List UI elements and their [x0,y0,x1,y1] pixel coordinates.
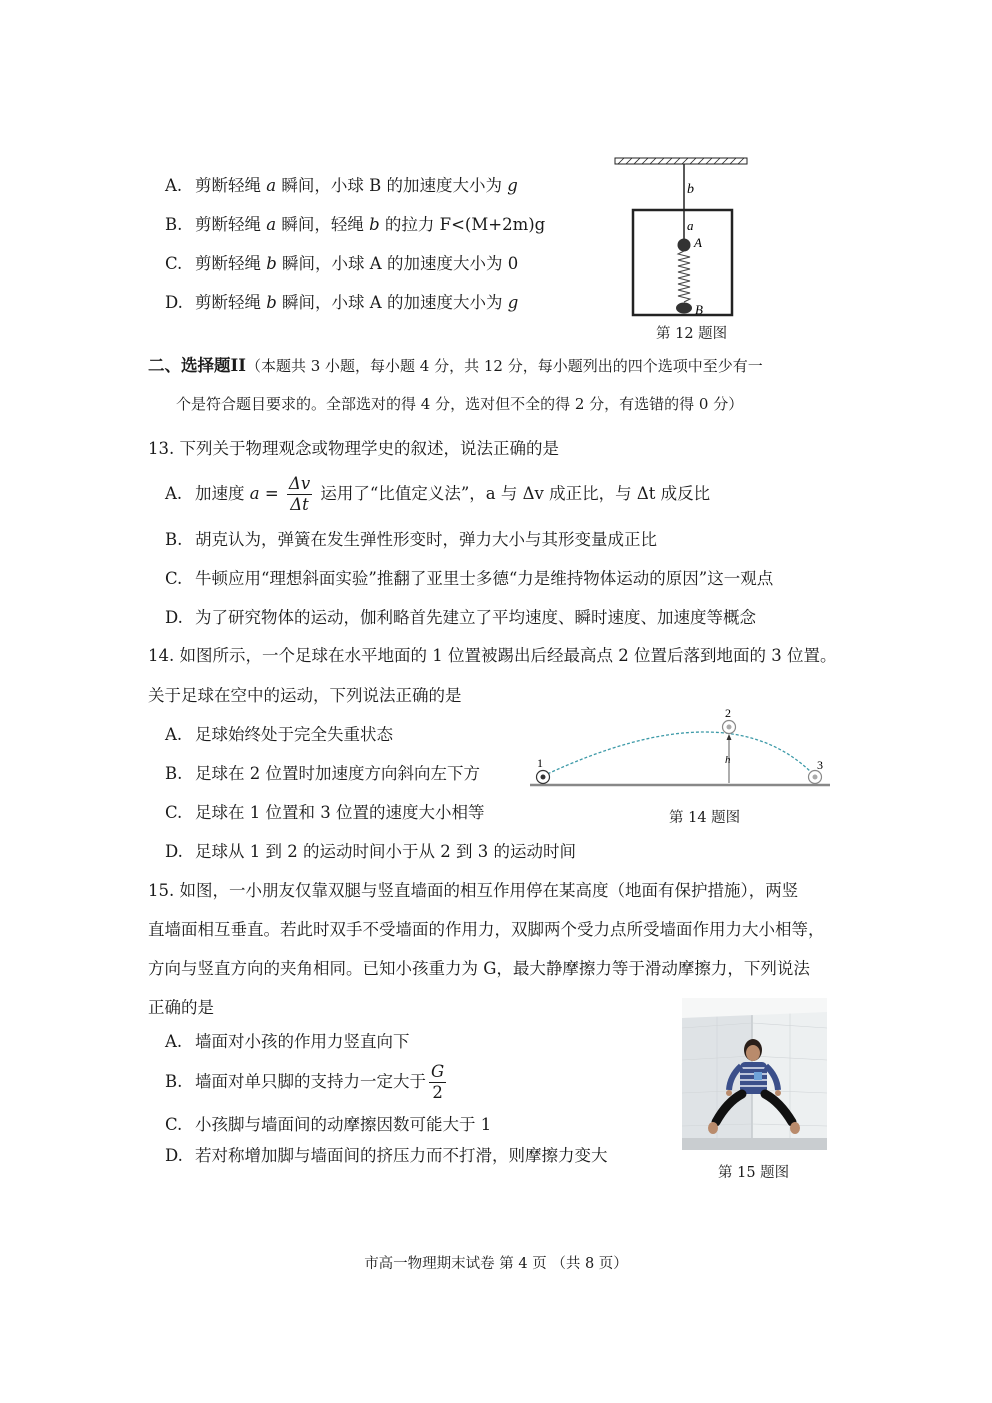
q15-stem-line-4: 正确的是 [148,998,214,1017]
q12-option-a: A. 剪断轻绳 a 瞬间，小球 B 的加速度大小为 g [165,176,518,195]
q12-label-A: A [694,235,702,250]
q14-option-d: D. 足球从 1 到 2 的运动时间小于从 2 到 3 的运动时间 [165,842,576,861]
q12-option-c: C. 剪断轻绳 b 瞬间，小球 A 的加速度大小为 0 [165,254,519,273]
q14-label-2: 2 [725,706,731,720]
page-footer: 市高一物理期末试卷 第 4 页 （共 8 页） [364,1256,628,1272]
section-2-heading: 二、选择题II（本题共 3 小题，每小题 4 分，共 12 分，每小题列出的四个选项中至少有一 [148,356,763,375]
q15-fraction: $\frac{G}{2}$ [431,1062,445,1102]
q15-option-c: C. 小孩脚与墙面间的动摩擦因数可能大于 1 [165,1115,492,1134]
q14-option-c: C. 足球在 1 位置和 3 位置的速度大小相等 [165,803,485,822]
q12-label-a: a [687,218,694,233]
q14-figure [525,703,835,793]
q14-label-3: 3 [817,758,823,772]
q15-option-a: A. 墙面对小孩的作用力竖直向下 [165,1032,410,1051]
q13-option-c: C. 牛顿应用“理想斜面实验”推翻了亚里士多德“力是维持物体运动的原因”这一观点 [165,569,774,588]
q14-label-1: 1 [537,756,543,770]
q14-stem-line-1: 14. 如图所示，一个足球在水平地面的 1 位置被踢出后经最高点 2 位置后落到地面的 3 位置。 [148,646,837,665]
q14-stem-line-2: 关于足球在空中的运动，下列说法正确的是 [148,686,462,705]
q15-stem-line-2: 直墙面相互垂直。若此时双手不受墙面的作用力，双脚两个受力点所受墙面作用力大小相等， [148,920,825,939]
q12-option-d: D. 剪断轻绳 b 瞬间，小球 A 的加速度大小为 g [165,293,519,312]
q13-stem: 13. 下列关于物理观念或物理学史的叙述，说法正确的是 [148,439,559,458]
q14-label-h: h [725,754,731,766]
q13-fraction: $\frac{\Delta v}{\Delta t}$ [288,474,311,514]
q15-option-d: D. 若对称增加脚与墙面间的挤压力而不打滑，则摩擦力变大 [165,1146,608,1165]
q12-figure-caption: 第 12 题图 [656,326,728,342]
q14-figure-caption: 第 14 题图 [669,810,741,826]
q12-label-b: b [687,182,694,197]
q12-label-B: B [695,302,703,317]
section-2-description: 个是符合题目要求的。全部选对的得 4 分，选对但不全的得 2 分，有选错的得 0 分） [176,395,744,413]
q15-stem-line-3: 方向与竖直方向的夹角相同。已知小孩重力为 G，最大静摩擦力等于滑动摩擦力，下列说法 [148,959,810,978]
q15-option-b: B. 墙面对单只脚的支持力一定大于 $\frac{G}{2}$ [165,1062,445,1102]
q14-option-b: B. 足球在 2 位置时加速度方向斜向左下方 [165,764,480,783]
q14-option-a: A. 足球始终处于完全失重状态 [165,725,393,744]
q13-option-a: A. 加速度 a = $\frac{\Delta v}{\Delta t}$ 运用了“比值定义法”，a 与 Δv 成正比，与 Δt 成反比 [165,474,711,514]
q13-option-b: B. 胡克认为，弹簧在发生弹性形变时，弹力大小与其形变量成正比 [165,530,657,549]
q15-photo [682,998,827,1150]
q12-option-b: B. 剪断轻绳 a 瞬间，轻绳 b 的拉力 F<(M+2m)g [165,215,546,234]
q12-figure [600,150,760,325]
q15-stem-line-1: 15. 如图，一小朋友仅靠双腿与竖直墙面的相互作用停在某高度（地面有保护措施），两竖 [148,881,799,900]
q15-figure-caption: 第 15 题图 [718,1165,790,1181]
q13-option-d: D. 为了研究物体的运动，伽利略首先建立了平均速度、瞬时速度、加速度等概念 [165,608,756,627]
